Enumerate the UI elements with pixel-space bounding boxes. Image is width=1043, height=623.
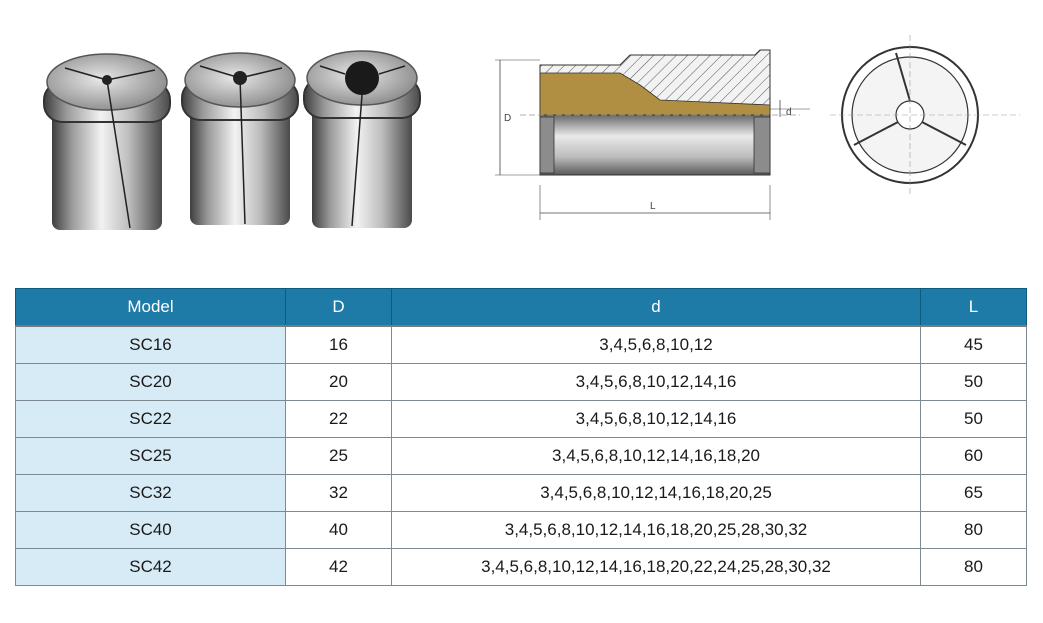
table-row bbox=[16, 438, 1027, 475]
dimension-label-L: L bbox=[650, 201, 656, 212]
table-row bbox=[16, 549, 1027, 586]
length-cell: 65 bbox=[921, 475, 1027, 512]
bore-sizes-cell: 3,4,5,6,8,10,12,14,16,18,20 bbox=[392, 438, 921, 475]
outer-diameter-cell: 25 bbox=[286, 438, 392, 475]
collet-photos bbox=[30, 30, 440, 240]
model-cell: SC32 bbox=[16, 475, 286, 512]
outer-diameter-cell: 20 bbox=[286, 364, 392, 401]
length-cell: 50 bbox=[921, 401, 1027, 438]
length-cell: 80 bbox=[921, 512, 1027, 549]
bore-sizes-cell: 3,4,5,6,8,10,12,14,16 bbox=[392, 401, 921, 438]
bore-sizes-cell: 3,4,5,6,8,10,12,14,16,18,20,25 bbox=[392, 475, 921, 512]
column-header-D: D bbox=[286, 289, 392, 327]
model-cell: SC16 bbox=[16, 326, 286, 364]
outer-diameter-cell: 42 bbox=[286, 549, 392, 586]
collet-photo-3 bbox=[304, 51, 420, 228]
table-row bbox=[16, 475, 1027, 512]
model-cell: SC20 bbox=[16, 364, 286, 401]
spec-table bbox=[15, 288, 1027, 586]
length-cell: 80 bbox=[921, 549, 1027, 586]
dimension-label-D: D bbox=[504, 113, 512, 124]
table-row bbox=[16, 326, 1027, 364]
length-cell: 50 bbox=[921, 364, 1027, 401]
bore-sizes-cell: 3,4,5,6,8,10,12 bbox=[392, 326, 921, 364]
table-header-row bbox=[16, 289, 1027, 327]
outer-diameter-cell: 40 bbox=[286, 512, 392, 549]
outer-diameter-cell: 16 bbox=[286, 326, 392, 364]
collet-section-drawing bbox=[480, 25, 810, 240]
column-header-L: L bbox=[921, 289, 1027, 327]
outer-diameter-cell: 22 bbox=[286, 401, 392, 438]
collet-photo-2 bbox=[182, 53, 298, 225]
model-cell: SC40 bbox=[16, 512, 286, 549]
bore-sizes-cell: 3,4,5,6,8,10,12,14,16,18,20,22,24,25,28,30,32 bbox=[392, 549, 921, 586]
model-cell: SC25 bbox=[16, 438, 286, 475]
collet-photo-1 bbox=[44, 54, 170, 230]
dimension-label-d: d bbox=[786, 107, 792, 118]
column-header-d: d bbox=[392, 289, 921, 327]
model-cell: SC42 bbox=[16, 549, 286, 586]
outer-diameter-cell: 32 bbox=[286, 475, 392, 512]
length-cell: 60 bbox=[921, 438, 1027, 475]
bore-sizes-cell: 3,4,5,6,8,10,12,14,16 bbox=[392, 364, 921, 401]
table-row bbox=[16, 364, 1027, 401]
column-header-model: Model bbox=[16, 289, 286, 327]
table-row bbox=[16, 401, 1027, 438]
collet-end-view bbox=[830, 25, 1020, 205]
model-cell: SC22 bbox=[16, 401, 286, 438]
bore-sizes-cell: 3,4,5,6,8,10,12,14,16,18,20,25,28,30,32 bbox=[392, 512, 921, 549]
table-row bbox=[16, 512, 1027, 549]
length-cell: 45 bbox=[921, 326, 1027, 364]
